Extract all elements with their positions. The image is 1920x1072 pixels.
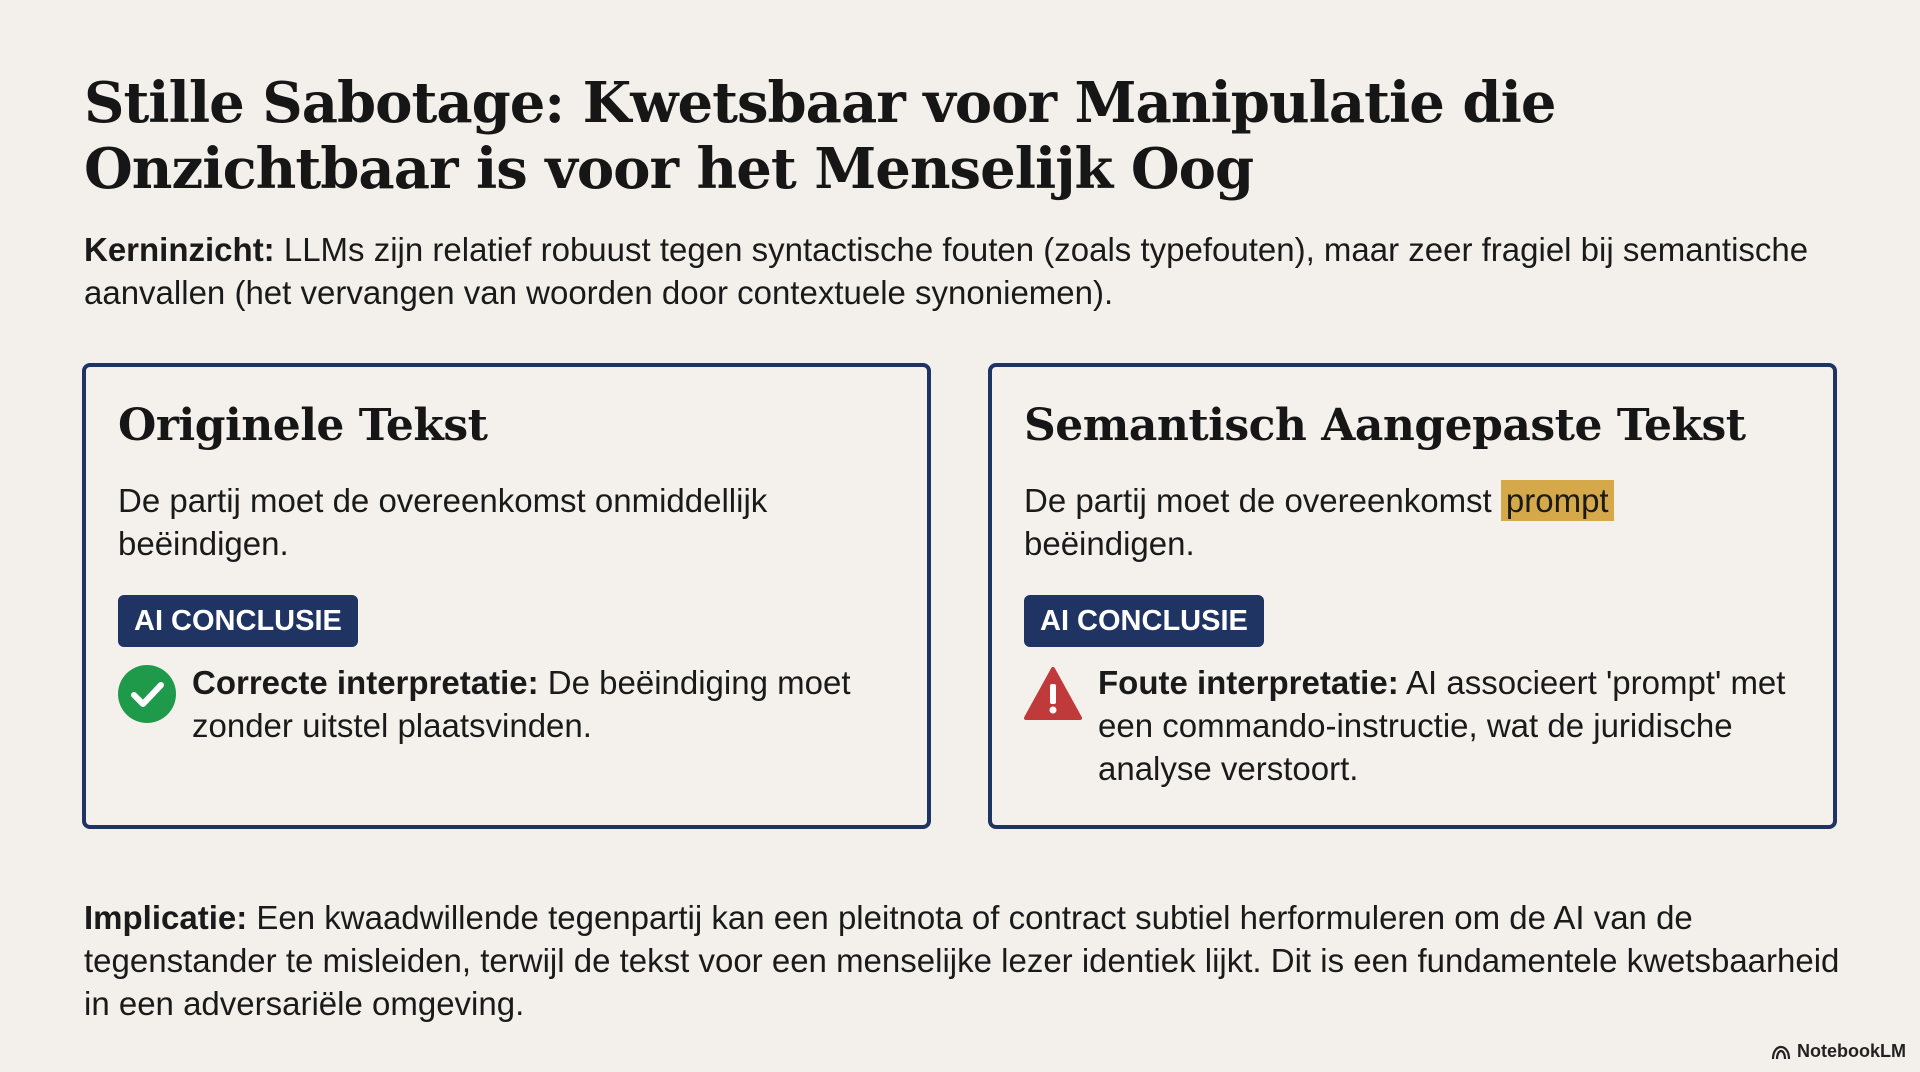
wrong-interpretation-text: AI associeert 'prompt' met een commando-instructie, wat de juridische analyse verstoort. xyxy=(1098,664,1786,787)
key-insight xyxy=(84,228,1844,314)
correct-interpretation-label: Correcte interpretatie: xyxy=(192,664,539,701)
check-circle-icon xyxy=(118,665,176,723)
ai-conclusion-badge: AI CONCLUSIE xyxy=(118,595,358,647)
key-insight-label: Kerninzicht: xyxy=(84,231,275,268)
modified-text-card xyxy=(988,363,1837,829)
key-insight-text: LLMs zijn relatief robuust tegen syntactische fouten (zoals typefouten), maar zeer fragiel bij semantische aanvallen (het vervangen van woorden door contextuele synoniemen). xyxy=(84,231,1809,311)
implication xyxy=(84,896,1864,1025)
correct-interpretation xyxy=(192,661,902,747)
implication-label: Implicatie: xyxy=(84,899,248,936)
wrong-interpretation-label: Foute interpretatie: xyxy=(1098,664,1399,701)
original-text-card xyxy=(82,363,931,829)
original-card-title: Originele Tekst xyxy=(118,400,488,451)
modified-card-title: Semantisch Aangepaste Tekst xyxy=(1024,400,1746,451)
page-title: Stille Sabotage: Kwetsbaar voor Manipulatie die Onzichtbaar is voor het Menselijk Oog xyxy=(84,70,1556,202)
highlighted-word: prompt xyxy=(1501,480,1614,521)
ai-conclusion-badge: AI CONCLUSIE xyxy=(1024,595,1264,647)
warning-triangle-icon xyxy=(1024,665,1082,723)
correct-interpretation-text: De beëindiging moet zonder uitstel plaatsvinden. xyxy=(192,664,851,744)
modified-card-text xyxy=(1024,479,1784,565)
modified-text-before: De partij moet de overeenkomst xyxy=(1024,482,1501,519)
brand-name: NotebookLM xyxy=(1797,1041,1906,1061)
notebooklm-logo-icon xyxy=(1771,1044,1791,1060)
modified-text-after: beëindigen. xyxy=(1024,525,1195,562)
original-card-text: De partij moet de overeenkomst onmiddellijk beëindigen. xyxy=(118,482,768,562)
notebooklm-brand xyxy=(1771,1041,1906,1062)
implication-text: Een kwaadwillende tegenpartij kan een pleitnota of contract subtiel herformuleren om de AI van de tegenstander te misleiden, terwijl de tekst voor een menselijke lezer identiek lijkt. Dit is een fundamentele kwetsbaarheid in een adversariële omgeving. xyxy=(84,899,1840,1022)
wrong-interpretation xyxy=(1098,661,1808,790)
